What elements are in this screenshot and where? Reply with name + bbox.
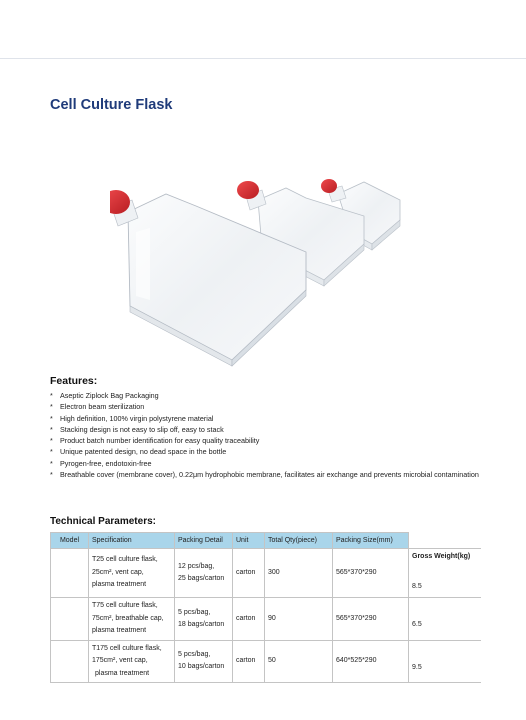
cell-packing-size: 565*370*290 (333, 598, 409, 641)
column-header-specification: Specification (89, 533, 175, 549)
table-header-row (51, 533, 481, 549)
asterisk-icon: * (50, 391, 53, 400)
cell-specification: T75 cell culture flask, 75cm², breathable cap, plasma treatment (89, 598, 175, 641)
table-row (51, 598, 481, 641)
list-item: * Stacking design is not easy to slip off, easy to stack (50, 424, 224, 434)
cell-specification: T175 cell culture flask, 175cm², vent cap, plasma treatment (89, 640, 175, 683)
column-header-unit: Unit (233, 533, 265, 549)
column-header-packing-detail: Packing Detail (175, 533, 233, 549)
column-header-model: Model (51, 533, 89, 549)
technical-parameters-table (50, 532, 481, 683)
cell-model (51, 598, 89, 641)
cell-total-qty: 50 (265, 640, 333, 683)
list-item: * Aseptic Ziplock Bag Packaging (50, 391, 159, 400)
column-header-packing-size: Packing Size(mm) (333, 533, 409, 549)
table-row (51, 549, 481, 598)
cell-unit: carton (233, 598, 265, 641)
cell-packing-detail: 5 pcs/bag, 10 bags/carton (175, 640, 233, 683)
asterisk-icon: * (50, 470, 53, 480)
cell-model (51, 549, 89, 598)
list-item: * Product batch number identification for easy quality traceability (50, 436, 260, 446)
cell-packing-size: 640*525*290 (333, 640, 409, 683)
asterisk-icon: * (50, 424, 53, 434)
cell-packing-size: 565*370*290 (333, 549, 409, 598)
gross-weight-label: Gross Weight(kg) (412, 553, 471, 560)
column-header-blank (409, 533, 481, 549)
cell-packing-detail: 5 pcs/bag, 18 bags/carton (175, 598, 233, 641)
list-item: * Breathable cover (membrane cover), 0.22μm hydrophobic membrane, facilitates air exchange and prevents microbial contamination (50, 470, 479, 480)
list-item: * Electron beam sterilization (50, 402, 145, 412)
list-item: * Unique patented design, no dead space in the bottle (50, 447, 227, 457)
cell-gross-weight: 6.5 (409, 598, 481, 641)
cell-specification: T25 cell culture flask, 25cm², vent cap, plasma treatment (89, 549, 175, 598)
asterisk-icon: * (50, 413, 53, 423)
cell-unit: carton (233, 549, 265, 598)
list-item: * High definition, 100% virgin polystyrene material (50, 413, 214, 423)
page-title: Cell Culture Flask (50, 97, 173, 113)
cell-model (51, 640, 89, 683)
cell-gross-weight: 9.5 (409, 640, 481, 683)
cell-total-qty: 90 (265, 598, 333, 641)
asterisk-icon: * (50, 447, 53, 457)
list-item: * Pyrogen-free, endotoxin-free (50, 458, 152, 468)
cell-unit: carton (233, 640, 265, 683)
product-photo (110, 172, 420, 372)
cell-packing-detail: 12 pcs/bag, 25 bags/carton (175, 549, 233, 598)
features-list (50, 390, 480, 480)
cell-gross-weight: Gross Weight(kg) 8.5 (409, 549, 481, 598)
column-header-total-qty: Total Qty(piece) (265, 533, 333, 549)
technical-parameters-heading: Technical Parameters: (50, 516, 156, 527)
asterisk-icon: * (50, 458, 53, 468)
header-divider (0, 58, 526, 59)
cell-total-qty: 300 (265, 549, 333, 598)
table-row (51, 640, 481, 683)
asterisk-icon: * (50, 436, 53, 446)
features-heading: Features: (50, 375, 98, 387)
asterisk-icon: * (50, 402, 53, 412)
